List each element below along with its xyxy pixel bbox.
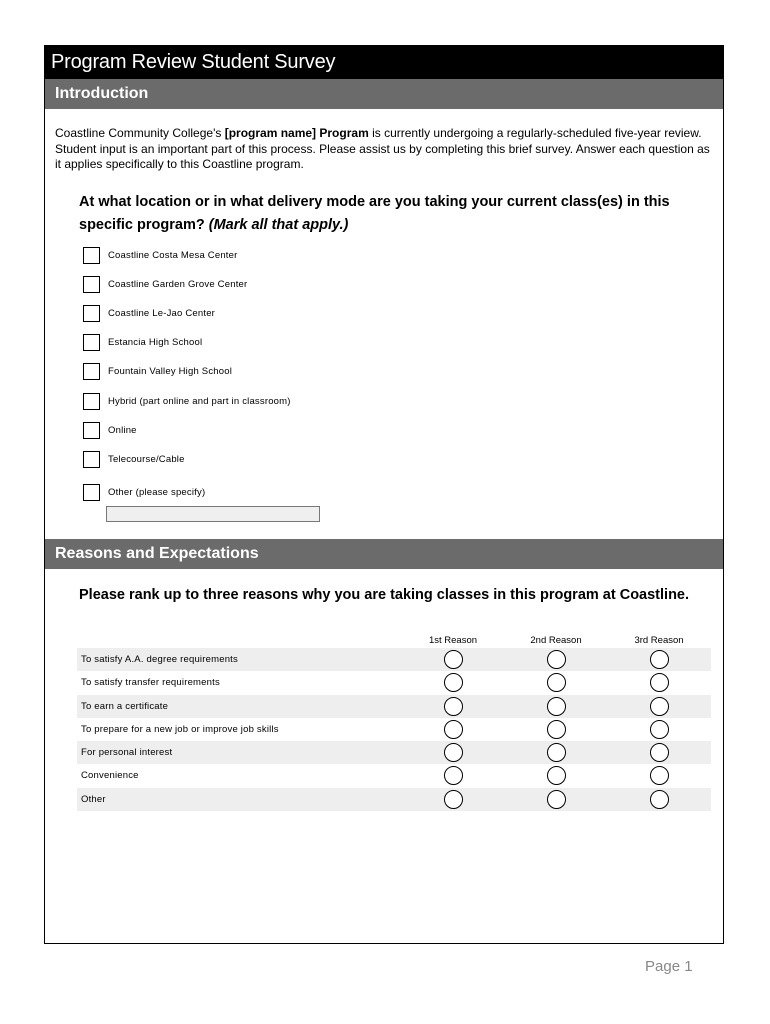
option-label: Fountain Valley High School xyxy=(108,365,233,377)
table-row xyxy=(77,695,711,718)
option-costa-mesa[interactable] xyxy=(83,245,238,265)
radio-button[interactable] xyxy=(547,766,566,785)
page-number: Page 1 xyxy=(645,958,693,975)
option-label: Estancia High School xyxy=(108,336,203,348)
column-header-3rd: 3rd Reason xyxy=(634,635,684,646)
radio-button[interactable] xyxy=(650,790,669,809)
radio-button[interactable] xyxy=(547,743,566,762)
radio-button[interactable] xyxy=(444,673,463,692)
option-label: Hybrid (part online and part in classroom) xyxy=(108,395,291,407)
checkbox-estancia[interactable] xyxy=(83,334,100,351)
radio-button[interactable] xyxy=(444,790,463,809)
radio-button[interactable] xyxy=(444,766,463,785)
row-label: To earn a certificate xyxy=(81,700,169,712)
radio-button[interactable] xyxy=(547,650,566,669)
radio-button[interactable] xyxy=(547,720,566,739)
column-header-1st: 1st Reason xyxy=(428,635,478,646)
option-label: Coastline Costa Mesa Center xyxy=(108,249,238,261)
radio-button[interactable] xyxy=(547,697,566,716)
option-label: Other (please specify) xyxy=(108,486,206,498)
introduction-text xyxy=(55,126,715,173)
row-label: To prepare for a new job or improve job skills xyxy=(81,723,279,735)
reasons-heading: Reasons and Expectations xyxy=(45,539,723,569)
radio-button[interactable] xyxy=(650,673,669,692)
checkbox-garden-grove[interactable] xyxy=(83,276,100,293)
radio-button[interactable] xyxy=(650,650,669,669)
row-label: To satisfy transfer requirements xyxy=(81,677,220,689)
option-hybrid[interactable] xyxy=(83,391,291,411)
table-row xyxy=(77,741,711,764)
table-row xyxy=(77,718,711,741)
option-label: Telecourse/Cable xyxy=(108,453,185,465)
checkbox-telecourse[interactable] xyxy=(83,451,100,468)
radio-button[interactable] xyxy=(650,766,669,785)
checkbox-fountain-valley[interactable] xyxy=(83,363,100,380)
option-fountain-valley[interactable] xyxy=(83,361,232,381)
radio-button[interactable] xyxy=(444,743,463,762)
introduction-heading: Introduction xyxy=(45,79,723,109)
table-row xyxy=(77,648,711,671)
table-row xyxy=(77,671,711,694)
table-row xyxy=(77,788,711,811)
option-online[interactable] xyxy=(83,420,137,440)
table-row xyxy=(77,764,711,787)
option-label: Coastline Garden Grove Center xyxy=(108,278,248,290)
radio-button[interactable] xyxy=(444,720,463,739)
checkbox-costa-mesa[interactable] xyxy=(83,247,100,264)
option-label: Coastline Le-Jao Center xyxy=(108,307,216,319)
intro-text-part2: is currently undergoing a regularly-scheduled five-year review. Student input is an important part of this process. Please assist us by completing this brief survey. Answer each question as it applies specifically to this Coastline program. xyxy=(55,126,710,171)
radio-button[interactable] xyxy=(547,790,566,809)
question-reasons: Please rank up to three reasons why you are taking classes in this program at Coastline. xyxy=(79,587,690,603)
radio-button[interactable] xyxy=(444,650,463,669)
question-location-text: At what location or in what delivery mode are you taking your current class(es) in this specific program? xyxy=(79,194,670,233)
column-header-2nd: 2nd Reason xyxy=(530,635,582,646)
option-estancia[interactable] xyxy=(83,332,202,352)
other-specify-input[interactable] xyxy=(106,506,320,522)
question-location-note: (Mark all that apply.) xyxy=(208,217,349,233)
option-telecourse[interactable] xyxy=(83,449,185,469)
radio-button[interactable] xyxy=(650,743,669,762)
option-garden-grove[interactable] xyxy=(83,274,247,294)
option-other[interactable] xyxy=(83,482,205,502)
option-label: Online xyxy=(108,424,137,436)
survey-title: Program Review Student Survey xyxy=(45,46,723,79)
reasons-rank-table xyxy=(77,648,711,811)
row-label: For personal interest xyxy=(81,747,173,759)
program-name-placeholder: [program name] Program xyxy=(224,126,369,140)
checkbox-online[interactable] xyxy=(83,422,100,439)
row-label: Other xyxy=(81,793,106,805)
option-le-jao[interactable] xyxy=(83,303,215,323)
checkbox-le-jao[interactable] xyxy=(83,305,100,322)
question-location xyxy=(79,191,709,237)
radio-button[interactable] xyxy=(444,697,463,716)
radio-button[interactable] xyxy=(650,720,669,739)
intro-text-part1: Coastline Community College's xyxy=(55,126,225,140)
survey-page-frame xyxy=(44,45,724,944)
radio-button[interactable] xyxy=(650,697,669,716)
checkbox-other[interactable] xyxy=(83,484,100,501)
checkbox-hybrid[interactable] xyxy=(83,393,100,410)
row-label: To satisfy A.A. degree requirements xyxy=(81,654,238,665)
row-label: Convenience xyxy=(81,770,139,782)
radio-button[interactable] xyxy=(547,673,566,692)
